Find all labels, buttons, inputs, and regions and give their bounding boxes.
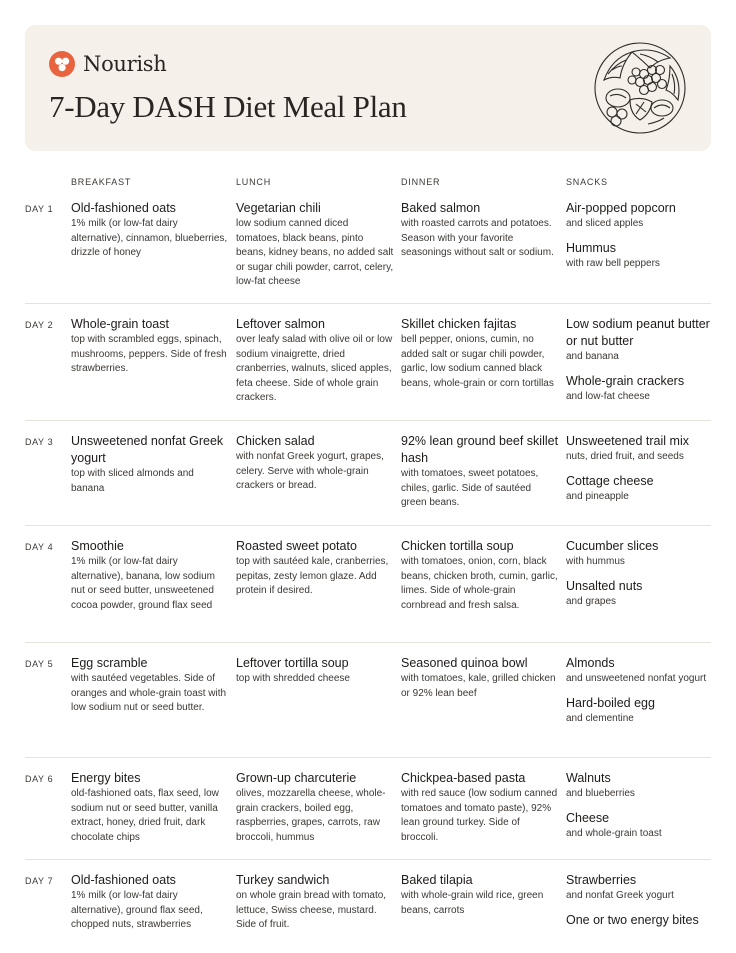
day-row (25, 196, 711, 304)
lunch-cell (236, 200, 394, 290)
column-header-breakfast: BREAKFAST (71, 177, 132, 187)
snack-title: Hard-boiled egg (566, 695, 655, 710)
day-label: DAY 7 (25, 876, 54, 886)
snack-title: Hummus (566, 240, 617, 255)
snacks-cell (566, 316, 711, 412)
meal-title: Whole-grain toast (71, 317, 169, 331)
meal-description: with red sauce (low sodium canned tomatoes and tomato paste), 92% lean ground turkey. Side of broccoli. (401, 788, 558, 843)
meal-description: with tomatoes, kale, grilled chicken or 92% lean beef (401, 673, 556, 699)
breakfast-cell (71, 538, 229, 613)
breakfast-cell (71, 770, 229, 845)
meal-description: low sodium canned diced tomatoes, black beans, pinto beans, kidney beans, no added salt or sugar chili powder, carrot, celery, low-fat cheese (236, 218, 394, 288)
meal-description: on whole grain bread with tomato, lettuce, Swiss cheese, mustard. Side of fruit. (236, 890, 387, 931)
meal-description: with roasted carrots and potatoes. Season with your favorite seasonings without salt or sodium. (401, 218, 554, 259)
snack-description: and unsweetened nonfat yogurt (566, 673, 707, 684)
three-dots-logo-icon (49, 51, 75, 77)
day-label: DAY 1 (25, 204, 54, 214)
dinner-cell (401, 872, 559, 918)
meal-description: over leafy salad with olive oil or low sodium vinaigrette, dried cranberries, walnuts, sliced apples, feta cheese. Side of whole grain crackers. (236, 334, 393, 404)
dinner-cell (401, 433, 559, 511)
meal-description: top with sautéed kale, cranberries, pepitas, zesty lemon glaze. Add protein if desired. (236, 556, 389, 597)
snack-title: Unsalted nuts (566, 578, 643, 593)
brand (49, 51, 167, 77)
snacks-cell (566, 538, 711, 617)
meal-title: Chickpea-based pasta (401, 771, 526, 785)
day-label: DAY 3 (25, 437, 54, 447)
dinner-cell (401, 770, 559, 845)
meal-title: Grown-up charcuterie (236, 771, 357, 785)
meal-title: Leftover salmon (236, 317, 325, 331)
food-bowl-icon (592, 40, 688, 136)
day-row (25, 643, 711, 758)
meal-title: Leftover tortilla soup (236, 656, 349, 670)
snack-title: Unsweetened trail mix (566, 434, 689, 448)
snack-description: with hummus (566, 556, 625, 567)
snack-title: Cheese (566, 810, 610, 825)
meal-description: top with sliced almonds and banana (71, 468, 194, 494)
snack-title: Cottage cheese (566, 473, 654, 488)
snack-description: and sliced apples (566, 218, 644, 229)
snack-description: with raw bell peppers (566, 257, 660, 269)
snacks-cell (566, 433, 711, 512)
snack-title: Strawberries (566, 873, 637, 887)
breakfast-cell (71, 433, 229, 496)
snack-description: and whole-grain toast (566, 827, 662, 839)
day-row (25, 526, 711, 643)
snack-title: Walnuts (566, 771, 611, 785)
snacks-cell (566, 770, 711, 849)
meal-title: Skillet chicken fajitas (401, 317, 517, 331)
meal-description: 1% milk (or low-fat dairy alternative), banana, low sodium nut or seed butter, unsweetened cocoa powder, ground flax seed (71, 556, 215, 611)
snack-description: and low-fat cheese (566, 390, 650, 402)
column-header-dinner: DINNER (401, 177, 441, 187)
meal-title: Energy bites (71, 771, 141, 785)
dinner-cell (401, 538, 559, 613)
day-label: DAY 2 (25, 320, 54, 330)
meal-description: with sautéed vegetables. Side of oranges and whole-grain toast with low sodium nut or seed butter. (71, 673, 227, 714)
meal-description: with tomatoes, onion, corn, black beans, chicken broth, cumin, garlic, limes. Side of whole-grain cornbread and fresh salsa. (401, 556, 558, 611)
snack-title: Almonds (566, 656, 615, 670)
day-label: DAY 5 (25, 659, 54, 669)
meal-title: Roasted sweet potato (236, 539, 357, 553)
snack-description: and banana (566, 351, 619, 362)
day-row (25, 421, 711, 526)
snack-title: Whole-grain crackers (566, 373, 685, 388)
snack-item (566, 373, 711, 405)
meal-title: Turkey sandwich (236, 873, 330, 887)
breakfast-cell (71, 872, 229, 933)
snack-item (566, 912, 711, 929)
brand-name: Nourish (83, 52, 167, 76)
lunch-cell (236, 538, 394, 599)
snack-item (566, 433, 711, 465)
day-label: DAY 4 (25, 542, 54, 552)
meal-title: Unsweetened nonfat Greek yogurt (71, 434, 224, 465)
snack-item (566, 240, 711, 272)
snacks-cell (566, 655, 711, 734)
meal-description: bell pepper, onions, cumin, no added salt or sugar chili powder, garlic, low sodium canned black beans, whole-grain or corn tortillas (401, 334, 554, 389)
lunch-cell (236, 433, 394, 494)
snack-description: and blueberries (566, 788, 635, 799)
meal-description: top with shredded cheese (236, 673, 350, 684)
breakfast-cell (71, 316, 229, 377)
snack-description: nuts, dried fruit, and seeds (566, 451, 684, 462)
lunch-cell (236, 316, 394, 406)
snacks-cell (566, 200, 711, 279)
meal-description: with nonfat Greek yogurt, grapes, celery. Serve with whole-grain crackers or bread. (236, 451, 384, 492)
meal-plan-table (25, 196, 711, 952)
meal-title: Chicken tortilla soup (401, 539, 514, 553)
snack-item (566, 200, 711, 232)
snack-description: and clementine (566, 712, 634, 724)
meal-description: top with scrambled eggs, spinach, mushrooms, peppers. Side of fresh strawberries. (71, 334, 227, 375)
breakfast-cell (71, 200, 229, 261)
meal-title: Baked tilapia (401, 873, 473, 887)
column-header-lunch: LUNCH (236, 177, 272, 187)
meal-title: Egg scramble (71, 656, 148, 670)
snack-item (566, 770, 711, 802)
snack-item (566, 695, 711, 727)
day-row (25, 304, 711, 421)
lunch-cell (236, 655, 394, 687)
snack-item (566, 316, 711, 365)
header-banner (25, 25, 711, 151)
snack-item (566, 810, 711, 842)
breakfast-cell (71, 655, 229, 716)
snack-title: Low sodium peanut butter or nut butter (566, 317, 710, 348)
meal-description: 1% milk (or low-fat dairy alternative), ground flax seed, chopped nuts, strawberries (71, 890, 203, 931)
meal-title: Vegetarian chili (236, 201, 321, 215)
meal-description: with whole-grain wild rice, green beans, carrots (401, 890, 544, 916)
snack-item (566, 473, 711, 505)
snack-title: Cucumber slices (566, 539, 659, 553)
day-row (25, 758, 711, 860)
dinner-cell (401, 316, 559, 391)
snack-description: and grapes (566, 595, 617, 607)
lunch-cell (236, 770, 394, 845)
meal-title: Old-fashioned oats (71, 873, 176, 887)
snack-description: and nonfat Greek yogurt (566, 890, 674, 901)
day-row (25, 860, 711, 952)
lunch-cell (236, 872, 394, 933)
snack-item (566, 578, 711, 610)
dinner-cell (401, 200, 559, 261)
column-header-snacks: SNACKS (566, 177, 608, 187)
meal-description: with tomatoes, sweet potatoes, chiles, garlic. Side of sautéed green beans. (401, 468, 539, 509)
snack-description: and pineapple (566, 490, 629, 502)
meal-title: Old-fashioned oats (71, 201, 176, 215)
snacks-cell (566, 872, 711, 937)
snack-title: One or two energy bites (566, 912, 699, 927)
page-title: 7-Day DASH Diet Meal Plan (49, 89, 407, 124)
meal-description: old-fashioned oats, flax seed, low sodium nut or seed butter, vanilla extract, honey, dried fruit, dark chocolate chips (71, 788, 219, 843)
meal-title: Chicken salad (236, 434, 315, 448)
meal-title: Seasoned quinoa bowl (401, 656, 528, 670)
day-label: DAY 6 (25, 774, 54, 784)
meal-description: olives, mozzarella cheese, whole-grain crackers, boiled egg, raspberries, grapes, carrots, raw broccoli, hummus (236, 788, 386, 843)
snack-item (566, 538, 711, 570)
snack-item (566, 872, 711, 904)
snack-item (566, 655, 711, 687)
meal-title: Smoothie (71, 539, 124, 553)
snack-title: Air-popped popcorn (566, 201, 676, 215)
meal-title: Baked salmon (401, 201, 481, 215)
meal-title: 92% lean ground beef skillet hash (401, 434, 559, 465)
dinner-cell (401, 655, 559, 701)
meal-description: 1% milk (or low-fat dairy alternative), cinnamon, blueberries, drizzle of honey (71, 218, 228, 259)
